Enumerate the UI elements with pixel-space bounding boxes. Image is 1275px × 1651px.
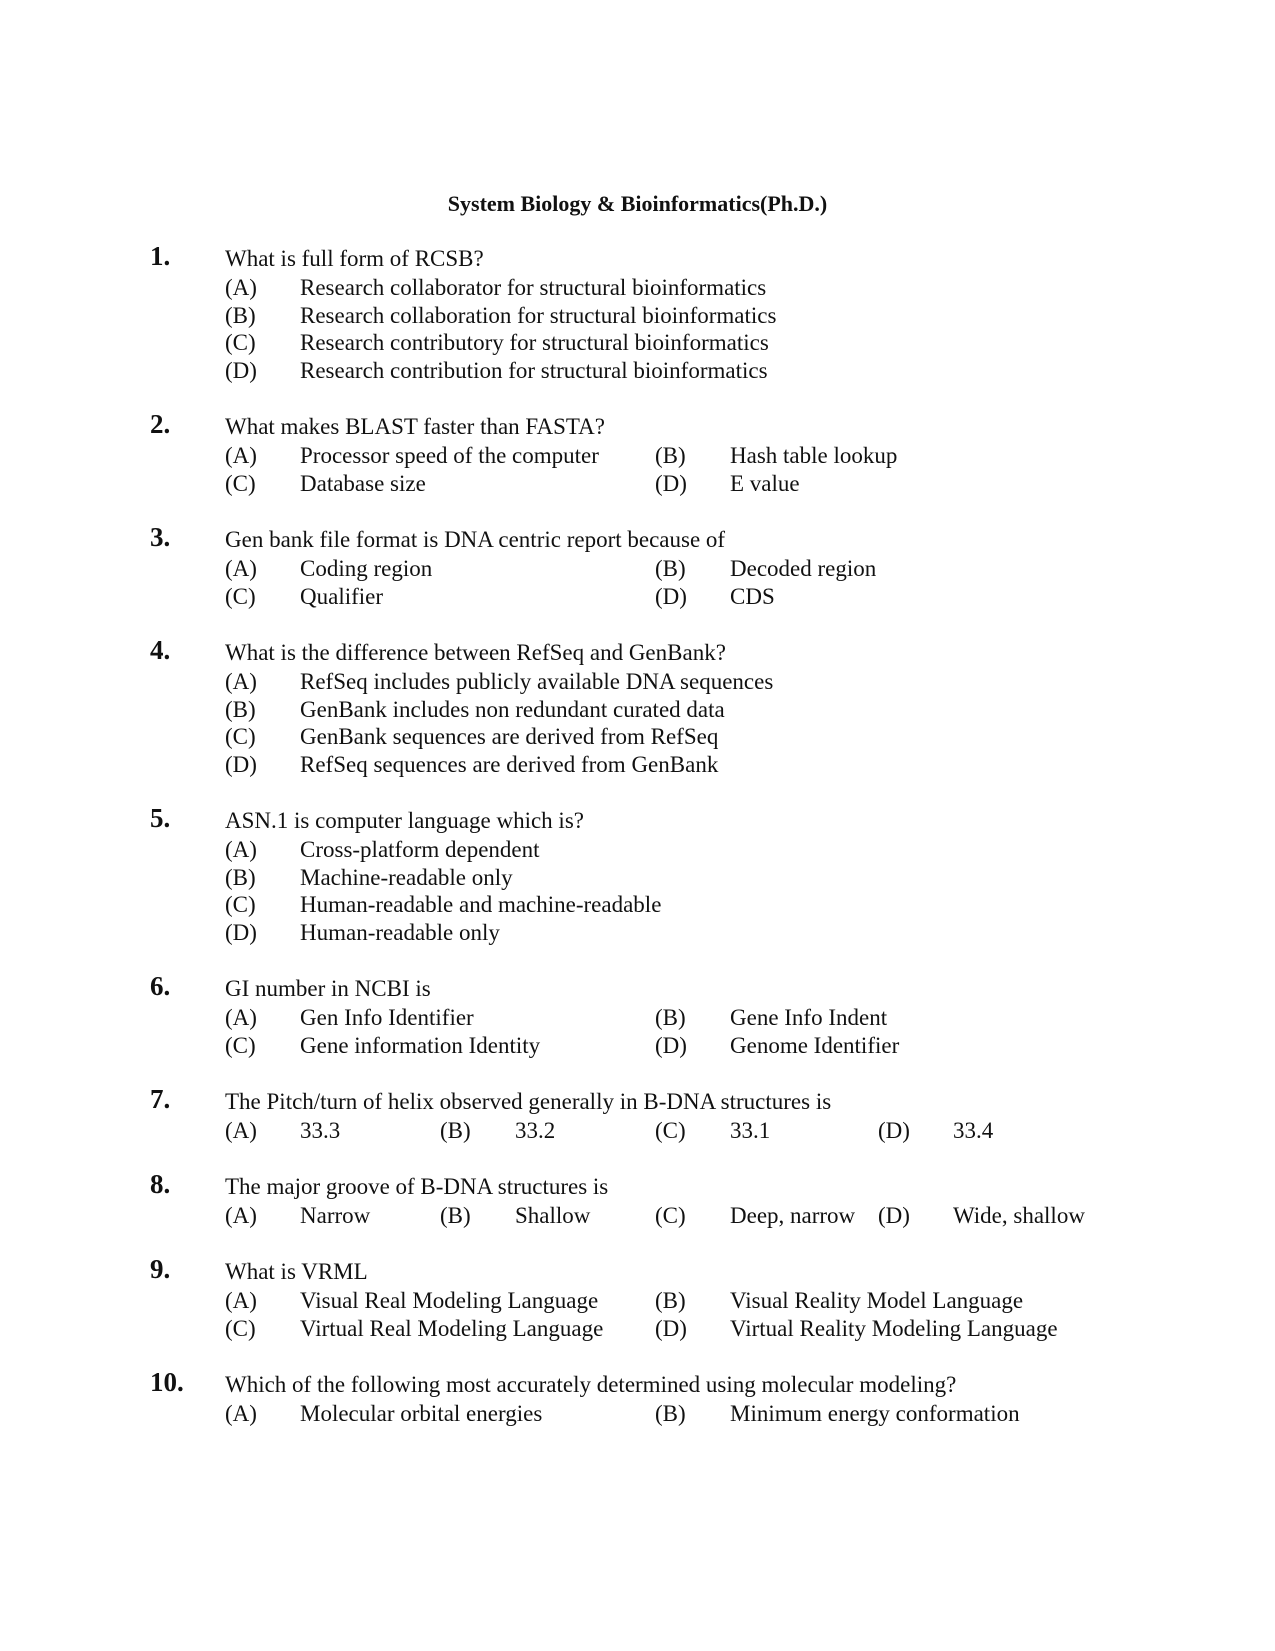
question-text: What is VRML (225, 1259, 368, 1284)
option-label: (A) (225, 1203, 257, 1228)
option-label: (C) (225, 470, 256, 496)
option-text: Virtual Real Modeling Language (300, 1315, 604, 1341)
question-number: 8. (150, 1169, 171, 1199)
option-label: (A) (225, 275, 257, 300)
option-label: (D) (655, 583, 687, 609)
option-text: Decoded region (730, 556, 877, 581)
option-text: Minimum energy conformation (730, 1401, 1020, 1426)
option-text: Hash table lookup (730, 443, 898, 468)
option-text: 33.4 (953, 1118, 994, 1143)
question-text: What is the difference between RefSeq and GenBank? (225, 640, 726, 665)
option-label: (A) (225, 1401, 257, 1426)
option-text: Human-readable only (300, 919, 500, 945)
option-label: (C) (225, 330, 256, 355)
option-text: Gen Info Identifier (300, 1005, 474, 1030)
option-label: (A) (225, 1005, 257, 1030)
option-label: (B) (655, 1288, 686, 1313)
question-text: The major groove of B-DNA structures is (225, 1174, 609, 1199)
option-label: (D) (878, 1118, 910, 1143)
question-number: 4. (150, 635, 171, 665)
question-number: 5. (150, 803, 171, 833)
option-label: (B) (440, 1118, 471, 1143)
option-label: (A) (225, 443, 257, 468)
option-text: Database size (300, 470, 426, 496)
question-number: 3. (150, 522, 171, 552)
option-text: Machine-readable only (300, 864, 513, 890)
option-label: (A) (225, 837, 257, 862)
option-text: RefSeq sequences are derived from GenBank (300, 751, 719, 777)
question-number: 6. (150, 971, 171, 1001)
question-text: Gen bank file format is DNA centric report because of (225, 527, 726, 552)
option-text: GenBank sequences are derived from RefSeq (300, 724, 719, 749)
option-label: (A) (225, 669, 257, 694)
option-label: (B) (655, 556, 686, 581)
option-label: (B) (655, 1005, 686, 1030)
option-text: Research contribution for structural bioinformatics (300, 357, 768, 383)
option-label: (C) (225, 892, 256, 917)
option-text: Genome Identifier (730, 1032, 900, 1058)
option-label: (D) (225, 919, 257, 945)
option-text: Narrow (300, 1203, 371, 1228)
option-text: Deep, narrow (730, 1203, 856, 1228)
option-label: (C) (225, 724, 256, 749)
option-text: Shallow (515, 1203, 591, 1228)
option-label: (B) (440, 1203, 471, 1228)
option-text: Processor speed of the computer (300, 443, 599, 468)
option-label: (C) (655, 1203, 686, 1228)
option-label: (B) (655, 443, 686, 468)
question-text: ASN.1 is computer language which is? (225, 808, 584, 833)
option-text: 33.3 (300, 1118, 341, 1143)
option-text: 33.2 (515, 1118, 556, 1143)
option-text: Gene information Identity (300, 1032, 541, 1058)
option-label: (B) (225, 696, 256, 722)
option-label: (A) (225, 556, 257, 581)
option-text: RefSeq includes publicly available DNA sequences (300, 669, 774, 694)
option-text: 33.1 (730, 1118, 771, 1143)
option-label: (C) (655, 1118, 686, 1143)
question-text: GI number in NCBI is (225, 976, 431, 1001)
question-text: The Pitch/turn of helix observed generally in B-DNA structures is (225, 1089, 832, 1114)
option-label: (B) (225, 302, 256, 328)
option-text: Visual Real Modeling Language (300, 1288, 599, 1313)
option-text: Virtual Reality Modeling Language (730, 1315, 1058, 1341)
question-text: What makes BLAST faster than FASTA? (225, 414, 605, 439)
option-label: (A) (225, 1288, 257, 1313)
option-text: Cross-platform dependent (300, 837, 540, 862)
option-label: (D) (225, 357, 257, 383)
question-number: 1. (150, 241, 171, 271)
option-text: Gene Info Indent (730, 1005, 888, 1030)
option-text: Research collaboration for structural bioinformatics (300, 302, 777, 328)
option-text: Research contributory for structural bioinformatics (300, 330, 769, 355)
question-number: 7. (150, 1084, 171, 1114)
option-text: Human-readable and machine-readable (300, 892, 662, 917)
option-label: (C) (225, 1315, 256, 1341)
option-text: Coding region (300, 556, 433, 581)
page-title: System Biology & Bioinformatics(Ph.D.) (447, 191, 828, 216)
option-text: GenBank includes non redundant curated data (300, 696, 725, 722)
question-number: 9. (150, 1254, 171, 1284)
option-label: (D) (225, 751, 257, 777)
option-text: Wide, shallow (953, 1203, 1085, 1228)
option-text: Visual Reality Model Language (730, 1288, 1024, 1313)
option-text: Research collaborator for structural bioinformatics (300, 275, 767, 300)
option-label: (B) (655, 1401, 686, 1426)
option-label: (C) (225, 1032, 256, 1058)
option-label: (D) (655, 470, 687, 496)
question-number: 10. (150, 1367, 184, 1397)
option-text: Qualifier (300, 583, 384, 609)
question-number: 2. (150, 409, 171, 439)
option-text: E value (730, 470, 800, 496)
question-text: What is full form of RCSB? (225, 246, 484, 271)
option-label: (A) (225, 1118, 257, 1143)
option-label: (C) (225, 583, 256, 609)
option-text: CDS (730, 583, 775, 609)
question-text: Which of the following most accurately determined using molecular modeling? (225, 1372, 957, 1397)
option-label: (B) (225, 864, 256, 890)
option-text: Molecular orbital energies (300, 1401, 543, 1426)
option-label: (D) (878, 1203, 910, 1228)
option-label: (D) (655, 1315, 687, 1341)
option-label: (D) (655, 1032, 687, 1058)
